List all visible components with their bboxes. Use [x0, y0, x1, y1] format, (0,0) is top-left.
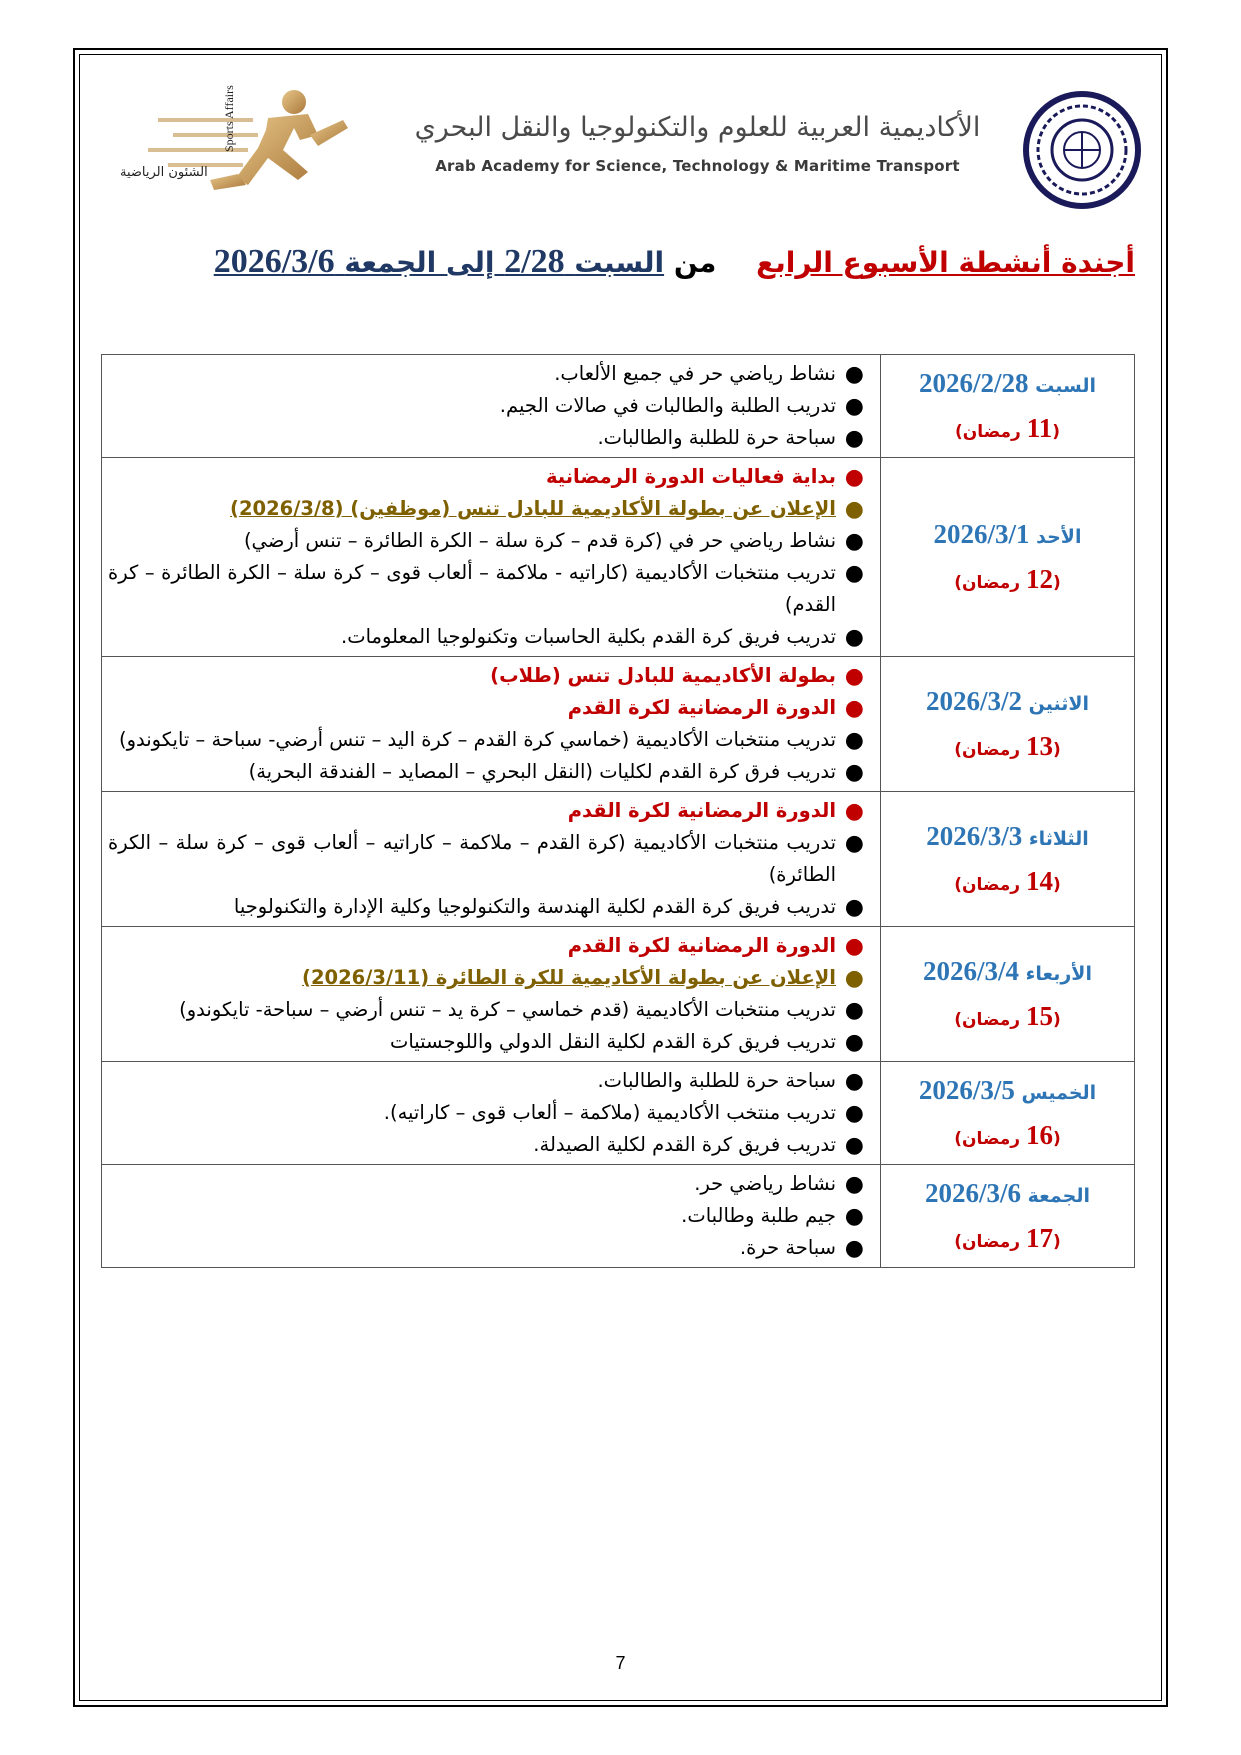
- day-name: السبت: [1035, 375, 1096, 397]
- day-label: [881, 368, 1134, 399]
- day-date: 2026/3/6: [925, 1178, 1022, 1208]
- runner-logo-icon: [118, 80, 358, 215]
- activities-cell: [102, 657, 881, 792]
- ramadan-label: (13 رمضان): [954, 731, 1061, 761]
- activity-list: [102, 1165, 880, 1267]
- title-from: من: [673, 246, 717, 279]
- bullet-icon: ●: [844, 1101, 864, 1126]
- activity-text: تدريب فريق كرة القدم بكلية الحاسبات وتكنولوجيا المعلومات.: [341, 625, 836, 648]
- activity-text: بطولة الأكاديمية للبادل تنس (طلاب): [490, 664, 836, 687]
- ramadan-label: (17 رمضان): [954, 1223, 1061, 1253]
- bullet-icon: ●: [844, 934, 864, 959]
- ramadan-label: (12 رمضان): [954, 564, 1061, 594]
- sports-affairs-ar: الشئون الرياضية: [120, 165, 208, 180]
- list-item: [108, 692, 872, 724]
- activity-text: تدريب منتخبات الأكاديمية (كرة القدم – ملاكمة – كاراتيه – ألعاب قوى – كرة سلة – الكرة الطائرة): [108, 831, 836, 886]
- day-label: [881, 821, 1134, 852]
- bullet-icon: ●: [844, 497, 864, 522]
- bullet-icon: ●: [844, 728, 864, 753]
- ramadan-number: 17: [1025, 1223, 1053, 1253]
- sports-affairs-en: Sports Affairs: [222, 85, 236, 152]
- activity-text: نشاط رياضي حر في (كرة قدم – كرة سلة – الكرة الطائرة – تنس أرضي): [243, 529, 836, 552]
- list-item: [108, 1232, 872, 1264]
- day-label: [881, 519, 1134, 550]
- list-item: [108, 1129, 872, 1161]
- day-date: 2026/3/5: [918, 1075, 1015, 1105]
- list-item: [108, 1097, 872, 1129]
- ramadan-label: (16 رمضان): [954, 1120, 1061, 1150]
- bullet-icon: ●: [844, 1236, 864, 1261]
- title-range: [213, 243, 665, 280]
- bullet-icon: ●: [844, 394, 864, 419]
- ramadan-word: رمضان: [962, 422, 1021, 442]
- day-label: [881, 1075, 1134, 1106]
- activities-cell: [102, 1062, 881, 1165]
- bullet-icon: ●: [844, 760, 864, 785]
- ramadan-number: 12: [1025, 564, 1053, 594]
- bullet-icon: ●: [844, 529, 864, 554]
- activity-list: [102, 657, 880, 791]
- ramadan-word: رمضان: [962, 1232, 1021, 1252]
- ramadan-number: 11: [1026, 413, 1053, 443]
- day-date: 2026/3/2: [925, 686, 1022, 716]
- activity-text: سباحة حرة للطلبة والطالبات.: [597, 1069, 836, 1092]
- day-cell: [881, 792, 1135, 927]
- day-cell: [881, 1165, 1135, 1268]
- bullet-icon: ●: [844, 1030, 864, 1055]
- list-item: [108, 493, 872, 525]
- activity-text: تدريب فريق كرة القدم لكلية الهندسة والتكنولوجيا وكلية الإدارة والتكنولوجيا: [233, 895, 836, 918]
- table-row: [102, 458, 1135, 657]
- list-item: [108, 724, 872, 756]
- title-start-date: 2/28: [504, 243, 565, 280]
- activity-text: نشاط رياضي حر في جميع الألعاب.: [554, 362, 836, 385]
- aast-emblem-icon: [1020, 88, 1145, 213]
- activity-list: [102, 355, 880, 457]
- list-item: [108, 930, 872, 962]
- list-item: [108, 994, 872, 1026]
- day-cell: [881, 355, 1135, 458]
- list-item: [108, 756, 872, 788]
- activity-text: تدريب الطلبة والطالبات في صالات الجيم.: [499, 394, 836, 417]
- day-cell: [881, 657, 1135, 792]
- activities-cell: [102, 927, 881, 1062]
- activity-text: نشاط رياضي حر.: [694, 1172, 836, 1195]
- list-item: [108, 891, 872, 923]
- activity-text: الدورة الرمضانية لكرة القدم: [567, 799, 836, 822]
- activity-list: [102, 458, 880, 656]
- bullet-icon: ●: [844, 1172, 864, 1197]
- title-start-day: السبت: [574, 246, 665, 279]
- table-row: [102, 355, 1135, 458]
- ramadan-word: رمضان: [962, 875, 1021, 895]
- activities-cell: [102, 458, 881, 657]
- list-item: [108, 962, 872, 994]
- bullet-icon: ●: [844, 362, 864, 387]
- activity-text: تدريب منتخبات الأكاديمية (قدم خماسي – كرة يد – تنس أرضي – سباحة- تايكوندو): [179, 998, 836, 1021]
- bullet-icon: ●: [844, 799, 864, 824]
- bullet-icon: ●: [844, 1069, 864, 1094]
- ramadan-word: رمضان: [962, 1010, 1021, 1030]
- bullet-icon: ●: [844, 895, 864, 920]
- list-item: [108, 1065, 872, 1097]
- ramadan-number: 13: [1025, 731, 1053, 761]
- activity-text: الإعلان عن بطولة الأكاديمية للكرة الطائرة (2026/3/11): [302, 966, 836, 989]
- table-row: [102, 1062, 1135, 1165]
- activity-text: سباحة حرة.: [739, 1236, 836, 1259]
- day-cell: [881, 1062, 1135, 1165]
- ramadan-label: (14 رمضان): [954, 866, 1061, 896]
- activity-text: الدورة الرمضانية لكرة القدم: [567, 934, 836, 957]
- activity-text: الدورة الرمضانية لكرة القدم: [567, 696, 836, 719]
- bullet-icon: ●: [844, 1133, 864, 1158]
- bullet-icon: ●: [844, 966, 864, 991]
- page-title: [200, 243, 1135, 293]
- list-item: [108, 557, 872, 621]
- list-item: [108, 461, 872, 493]
- bullet-icon: ●: [844, 465, 864, 490]
- day-cell: [881, 458, 1135, 657]
- ramadan-label: (11 رمضان): [955, 413, 1060, 443]
- activity-text: سباحة حرة للطلبة والطالبات.: [597, 426, 836, 449]
- day-label: [881, 1178, 1134, 1209]
- ramadan-number: 15: [1025, 1001, 1053, 1031]
- ramadan-word: رمضان: [962, 573, 1021, 593]
- ramadan-label: (15 رمضان): [954, 1001, 1061, 1031]
- ramadan-word: رمضان: [962, 740, 1021, 760]
- ramadan-word: رمضان: [962, 1129, 1021, 1149]
- bullet-icon: ●: [844, 831, 864, 856]
- list-item: [108, 1168, 872, 1200]
- list-item: [108, 1026, 872, 1058]
- day-date: 2026/3/4: [923, 956, 1020, 986]
- title-end-day: إلى الجمعة: [344, 246, 495, 279]
- day-label: [881, 956, 1134, 987]
- ramadan-number: 14: [1025, 866, 1053, 896]
- bullet-icon: ●: [844, 1204, 864, 1229]
- table-row: [102, 927, 1135, 1062]
- activity-text: تدريب فريق كرة القدم لكلية النقل الدولي واللوجستيات: [389, 1030, 836, 1053]
- day-name: الخميس: [1021, 1082, 1097, 1104]
- list-item: [108, 390, 872, 422]
- list-item: [108, 621, 872, 653]
- activity-text: تدريب فريق كرة القدم لكلية الصيدلة.: [533, 1133, 836, 1156]
- activities-cell: [102, 1165, 881, 1268]
- day-cell: [881, 927, 1135, 1062]
- bullet-icon: ●: [844, 426, 864, 451]
- page-number: 7: [615, 1653, 626, 1673]
- activity-text: الإعلان عن بطولة الأكاديمية للبادل تنس (موظفين) (2026/3/8): [230, 497, 836, 520]
- activity-text: تدريب فرق كرة القدم لكليات (النقل البحري – المصايد – الفندقة البحرية): [248, 760, 836, 783]
- ramadan-number: 16: [1025, 1120, 1053, 1150]
- activity-text: تدريب منتخبات الأكاديمية (خماسي كرة القدم – كرة اليد – تنس أرضي- سباحة – تايكوندو): [118, 728, 836, 751]
- day-name: الأربعاء: [1025, 963, 1092, 985]
- bullet-icon: ●: [844, 696, 864, 721]
- day-label: [881, 686, 1134, 717]
- activities-cell: [102, 792, 881, 927]
- list-item: [108, 422, 872, 454]
- day-date: 2026/2/28: [919, 368, 1029, 398]
- academy-name-ar: الأكاديمية العربية للعلوم والتكنولوجيا والنقل البحري: [414, 112, 981, 143]
- list-item: [108, 1200, 872, 1232]
- weekly-schedule-table: [101, 354, 1135, 1268]
- day-date: 2026/3/3: [926, 821, 1023, 851]
- bullet-icon: ●: [844, 625, 864, 650]
- activity-text: تدريب منتخب الأكاديمية (ملاكمة – ألعاب قوى – كاراتيه).: [383, 1101, 836, 1124]
- day-name: الاثنين: [1028, 693, 1090, 715]
- activity-text: تدريب منتخبات الأكاديمية (كاراتيه - ملاكمة – ألعاب قوى – كرة سلة – الكرة الطائرة – كرة القدم): [108, 561, 836, 616]
- table-row: [102, 657, 1135, 792]
- table-row: [102, 792, 1135, 927]
- list-item: [108, 358, 872, 390]
- activity-list: [102, 1062, 880, 1164]
- activity-list: [102, 927, 880, 1061]
- bullet-icon: ●: [844, 998, 864, 1023]
- academy-name-en: Arab Academy for Science, Technology & Maritime Transport: [435, 157, 960, 175]
- bullet-icon: ●: [844, 664, 864, 689]
- day-name: الثلاثاء: [1028, 828, 1089, 850]
- day-name: الجمعة: [1027, 1185, 1090, 1207]
- title-end-date: 2026/3/6: [213, 243, 335, 280]
- title-week: أجندة أنشطة الأسبوع الرابع: [756, 246, 1135, 279]
- activity-list: [102, 792, 880, 926]
- bullet-icon: ●: [844, 561, 864, 586]
- day-name: الأحد: [1036, 526, 1082, 548]
- activity-text: بداية فعاليات الدورة الرمضانية: [545, 465, 836, 488]
- list-item: [108, 525, 872, 557]
- list-item: [108, 795, 872, 827]
- list-item: [108, 827, 872, 891]
- activities-cell: [102, 355, 881, 458]
- table-row: [102, 1165, 1135, 1268]
- activity-text: جيم طلبة وطالبات.: [681, 1204, 836, 1227]
- letterhead: [100, 70, 1145, 220]
- list-item: [108, 660, 872, 692]
- day-date: 2026/3/1: [933, 519, 1030, 549]
